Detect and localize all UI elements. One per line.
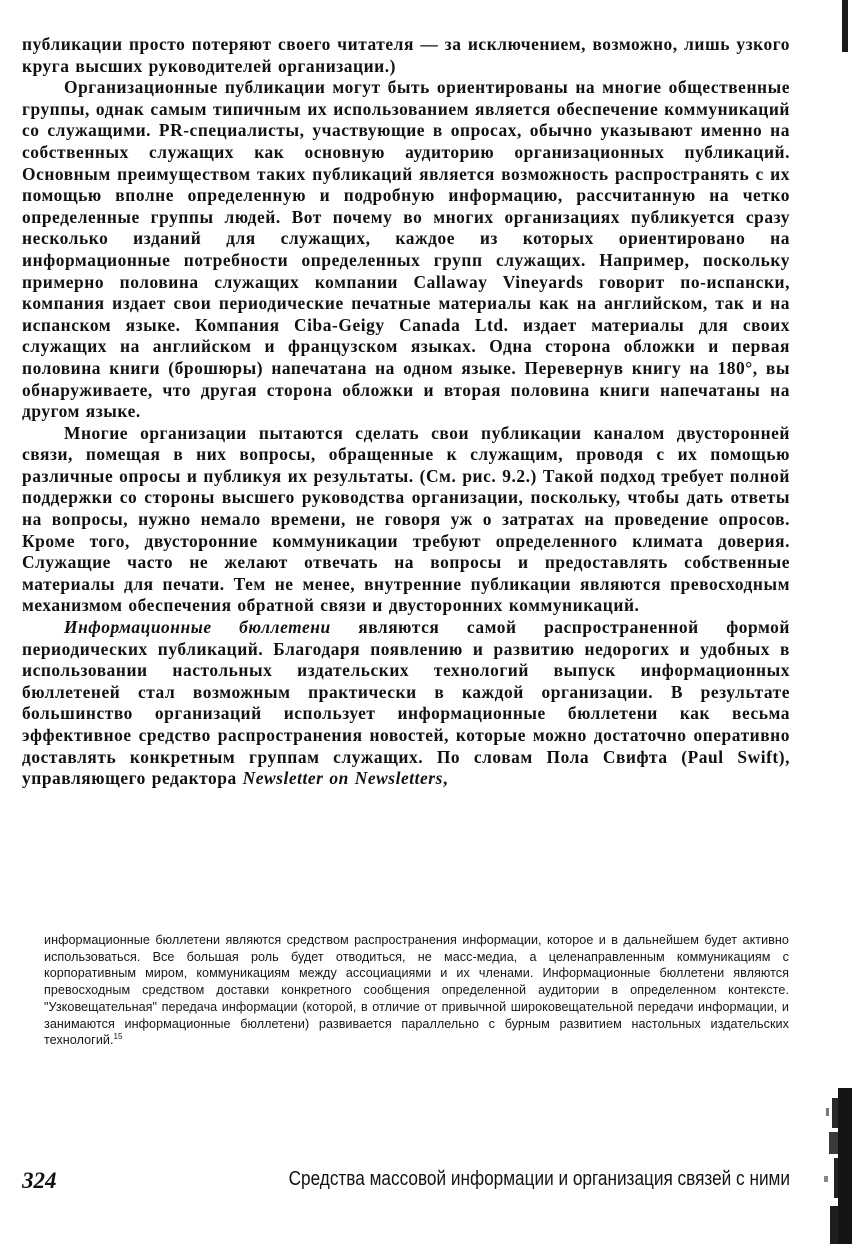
running-title: Средства массовой информации и организация связей с ними bbox=[288, 1168, 790, 1190]
paragraph-newsletters bbox=[22, 617, 790, 790]
footnote-marker: 15 bbox=[113, 1032, 123, 1042]
paragraph-organizational-publications: Организационные публикации могут быть ориентированы на многие общественные группы, однак самым типичным их использованием является обеспечение коммуникаций со служащими. PR-специалисты, участвующие в опросах, обычно указывают именно на собственных служащих как основную аудиторию организационных публикаций. Основным преимуществом таких публикаций является возможность распространять с их помощью вполне определенную и подробную информацию, рассчитанную на четко определенные группы людей. Вот почему во многих организациях публикуется сразу несколько изданий для служащих, каждое из которых ориентировано на информационные потребности определенных групп служащих. Например, поскольку примерно половина служащих компании Callaway Vineyards говорит по-испански, компания издает свои периодические печатные материалы как на английском, так и на испанском языке. Компания Ciba-Geigy Canada Ltd. издает материалы для своих служащих на английском и французском языках. Одна сторона обложки и первая половина книги (брошюры) напечатана на одном языке. Перевернув книгу на 180°, вы обнаруживаете, что другая сторона обложки и вторая половина книги напечатаны на другом языке. bbox=[22, 77, 790, 422]
paragraph-two-way-communication: Многие организации пытаются сделать свои публикации каналом двусторонней связи, помещая в них вопросы, обращенные к служащим, проводя с их помощью различные опросы и публикуя их результаты. (См. рис. 9.2.) Такой подход требует полной поддержки со стороны высшего руководства организации, поскольку, чтобы дать ответы на вопросы, нужно немало времени, не говоря уж о затратах на проведение опросов. Кроме того, двусторонние коммуникации требуют определенного климата доверия. Служащие часто не желают отвечать на вопросы и предоставлять собственные материалы для печати. Тем не менее, внутренние публикации являются превосходным механизмом обеспечения обратной связи и двусторонних коммуникаций. bbox=[22, 422, 790, 616]
newsletter-title: Newsletter on Newsletters bbox=[242, 768, 443, 789]
scan-edge-mark-bottom bbox=[818, 1088, 852, 1244]
newsletters-tail: , bbox=[442, 768, 448, 789]
quote-text: информационные бюллетени являются средством распространения информации, которое и в дальнейшем будет активно использоваться. Все большая роль будет отводиться, не масс-медиа, а целенаправленным коммуникациям с корпоративным миром, коммуникациям между ассоциациями и их членами. Информационные бюллетени являются превосходным средством доставки конкретного сообщения определенной аудитории в определенном контексте. "Узковещательная" передача информации (которой, в отличие от привычной широковещательной передачи информации, и занимаются информационные бюллетени) развивается параллельно с бурным развитием настольных издательских технологий. bbox=[44, 933, 789, 1048]
scan-edge-mark-top bbox=[842, 0, 848, 52]
block-quote bbox=[44, 932, 789, 1049]
newsletters-term: Информационные бюллетени bbox=[64, 617, 331, 638]
newsletters-text: являются самой распространенной формой периодических публикаций. Благодаря появлению и развитию недорогих и удобных в использовании настольных издательских технологий выпуск информационных бюллетеней стал возможным практически в каждой организации. В результате большинство организаций использует информационные бюллетени как весьма эффективное средство распространения новостей, которые можно достаточно оперативно доставлять конкретным группам служащих. По словам Пола Свифта (Paul Swift), управляющего редактора bbox=[22, 617, 790, 789]
page-body bbox=[22, 34, 790, 790]
page-footer bbox=[22, 1168, 790, 1198]
paragraph-continuation: публикации просто потеряют своего читателя — за исключением, возможно, лишь узкого круга высших руководителей организации.) bbox=[22, 34, 790, 76]
page-number: 324 bbox=[22, 1168, 57, 1193]
